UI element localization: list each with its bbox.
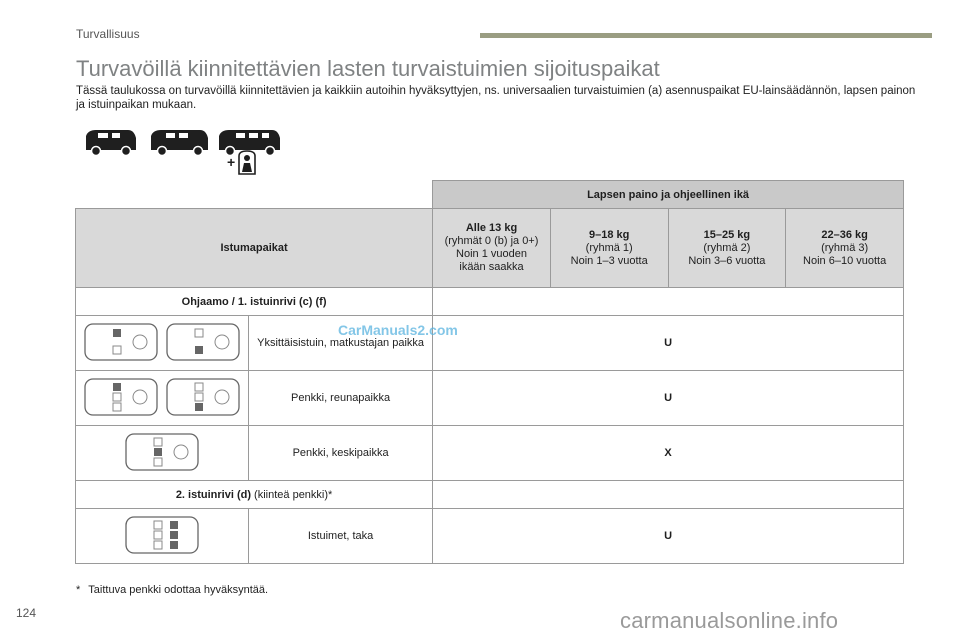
watermark: CarManuals2.com: [338, 322, 458, 338]
van-icon: [82, 126, 138, 156]
seat-value: U: [433, 371, 904, 426]
seat-header: Istumapaikat: [76, 209, 433, 288]
weight-group-3: 22–36 kg (ryhmä 3) Noin 6–10 vuotta: [786, 209, 904, 288]
weight-group-1: 9–18 kg (ryhmä 1) Noin 1–3 vuotta: [550, 209, 668, 288]
footnote: [76, 584, 268, 596]
seat-diagram-rear: [76, 509, 249, 564]
seat-value: U: [433, 509, 904, 564]
seat-name: Penkki, reunapaikka: [249, 371, 433, 426]
child-seat-table: [75, 180, 904, 564]
plus-sign: +: [227, 154, 236, 170]
child-seat-icon: [239, 151, 255, 174]
seat-diagram-bench-outer: [76, 371, 249, 426]
child-seat-symbol: [226, 150, 260, 181]
page-title: Turvavöillä kiinnitettävien lasten turvaistuimien sijoituspaikat: [76, 56, 660, 81]
seat-diagram-front-single: [76, 316, 249, 371]
seat-value: U: [433, 316, 904, 371]
footnote-star: *: [76, 584, 81, 596]
weight-group-0: Alle 13 kg (ryhmät 0 (b) ja 0+) Noin 1 vuoden ikään saakka: [433, 209, 551, 288]
seat-name: Penkki, keskipaikka: [249, 426, 433, 481]
van-long-icon: [148, 126, 210, 156]
page-number: 124: [16, 606, 37, 620]
group-row-front: Ohjaamo / 1. istuinrivi (c) (f): [76, 288, 433, 316]
section-label: Turvallisuus: [76, 27, 140, 41]
seat-name: Istuimet, taka: [249, 509, 433, 564]
group-row-second: 2. istuinrivi (d) (kiinteä penkki)*: [76, 481, 433, 509]
seat-name: Yksittäisistuin, matkustajan paikka: [249, 316, 433, 371]
intro-text: Tässä taulukossa on turvavöillä kiinnitettävien ja kaikkiin autoihin hyväksyttyjen, ns. universaalien turvaistuimien (a) asennuspaikat EU-lainsäädännön, lapsen painon ja istuinpaikan mukaan.: [76, 85, 916, 111]
table-top-header: Lapsen paino ja ohjeellinen ikä: [433, 181, 904, 209]
seat-diagram-bench-middle: [76, 426, 249, 481]
weight-group-2: 15–25 kg (ryhmä 2) Noin 3–6 vuotta: [668, 209, 786, 288]
footer-brand: carmanualsonline.info: [620, 608, 839, 633]
section-rule: [480, 33, 932, 38]
footnote-text: Taittuva penkki odottaa hyväksyntää.: [88, 584, 269, 596]
seat-value: X: [433, 426, 904, 481]
